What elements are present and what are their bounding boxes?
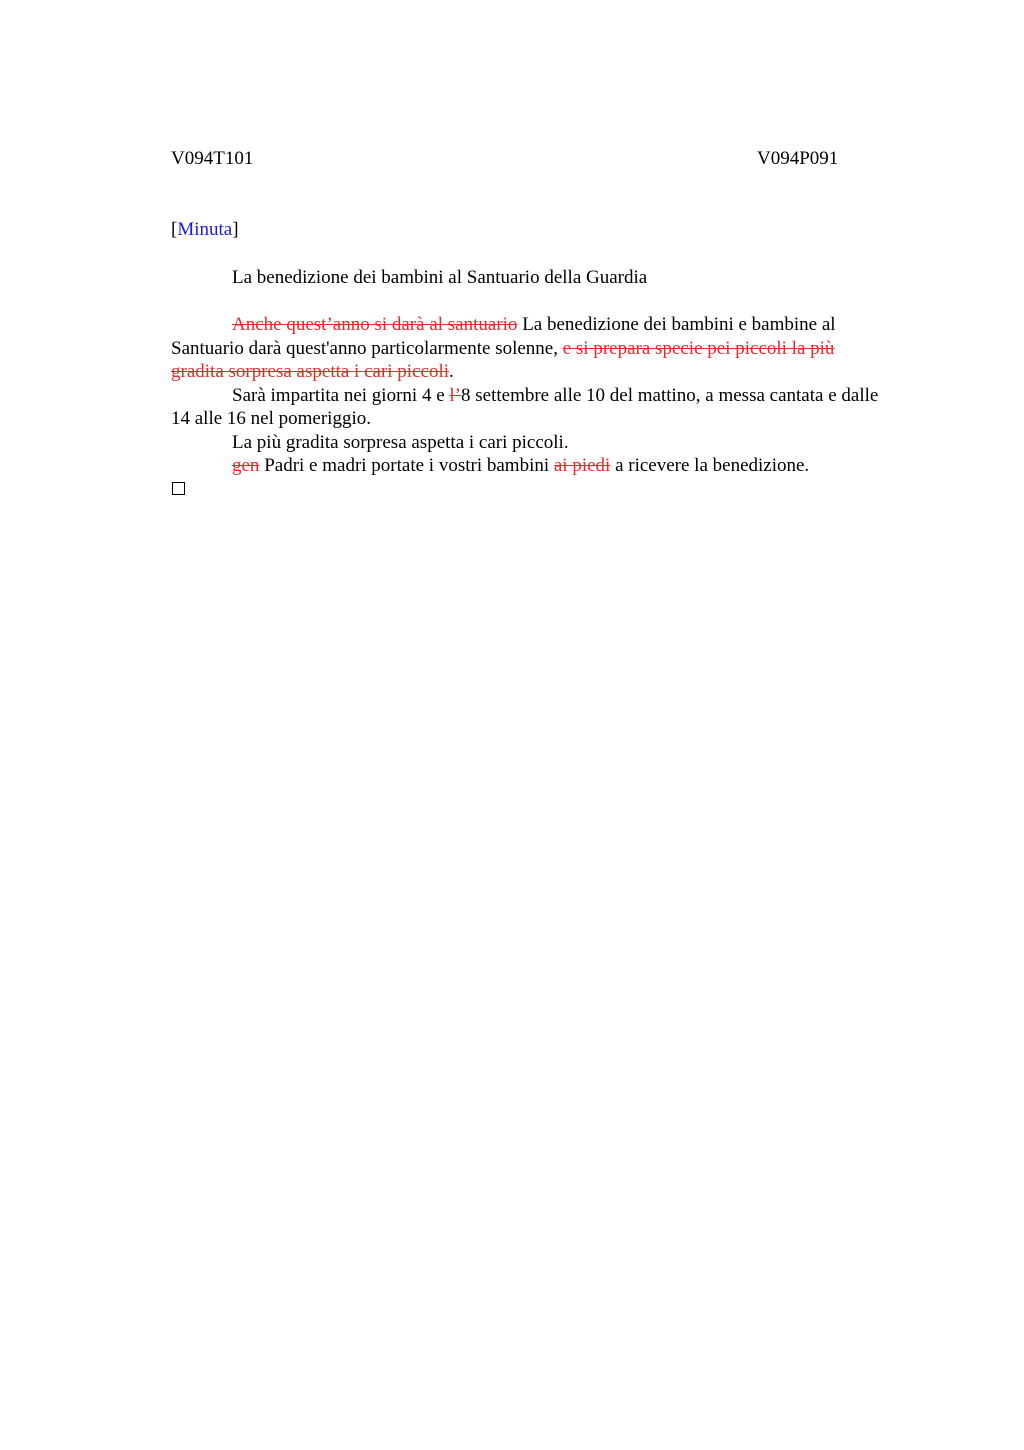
deleted-text: e si prepara specie pei piccoli la più gradita sorpresa aspetta i cari piccoli: [171, 337, 835, 382]
paragraph-text: Padri e madri portate i vostri bambini: [259, 455, 554, 476]
document-code-right: V094P091: [757, 148, 839, 169]
document-title: La benedizione dei bambini al Santuario della Guardia: [232, 267, 648, 288]
paragraph-text: 8 settembre alle 10 del mattino, a messa cantata e dalle 14 alle 16 nel pomeriggio.: [171, 384, 879, 429]
deleted-text: gen: [232, 455, 260, 476]
square-box-icon: [172, 482, 185, 495]
document-type-label: [171, 218, 239, 242]
open-bracket: [: [171, 219, 178, 240]
paragraph-2: [171, 384, 891, 431]
paragraph-text: La benedizione dei bambini e bambine al Santuario darà quest'anno particolarmente solenne,: [171, 314, 836, 359]
paragraph-3: [171, 431, 891, 455]
paragraph-text: La più gradita sorpresa aspetta i cari piccoli.: [232, 431, 569, 453]
close-bracket: ]: [232, 219, 239, 240]
document-code-left: V094T101: [171, 148, 254, 169]
paragraph-text: a ricevere la benedizione.: [610, 455, 810, 476]
deleted-text: l’: [449, 384, 461, 406]
deleted-text: Anche quest’anno si darà al santuario: [232, 314, 518, 335]
paragraph-4: [171, 454, 891, 478]
deleted-text: ai piedi: [553, 455, 611, 476]
paragraph-text: .: [449, 361, 454, 382]
document-type-word: Minuta: [177, 219, 233, 240]
paragraph-1: [171, 313, 891, 384]
document-body: [171, 313, 891, 478]
paragraph-text: Sarà impartita nei giorni 4 e: [232, 384, 450, 406]
